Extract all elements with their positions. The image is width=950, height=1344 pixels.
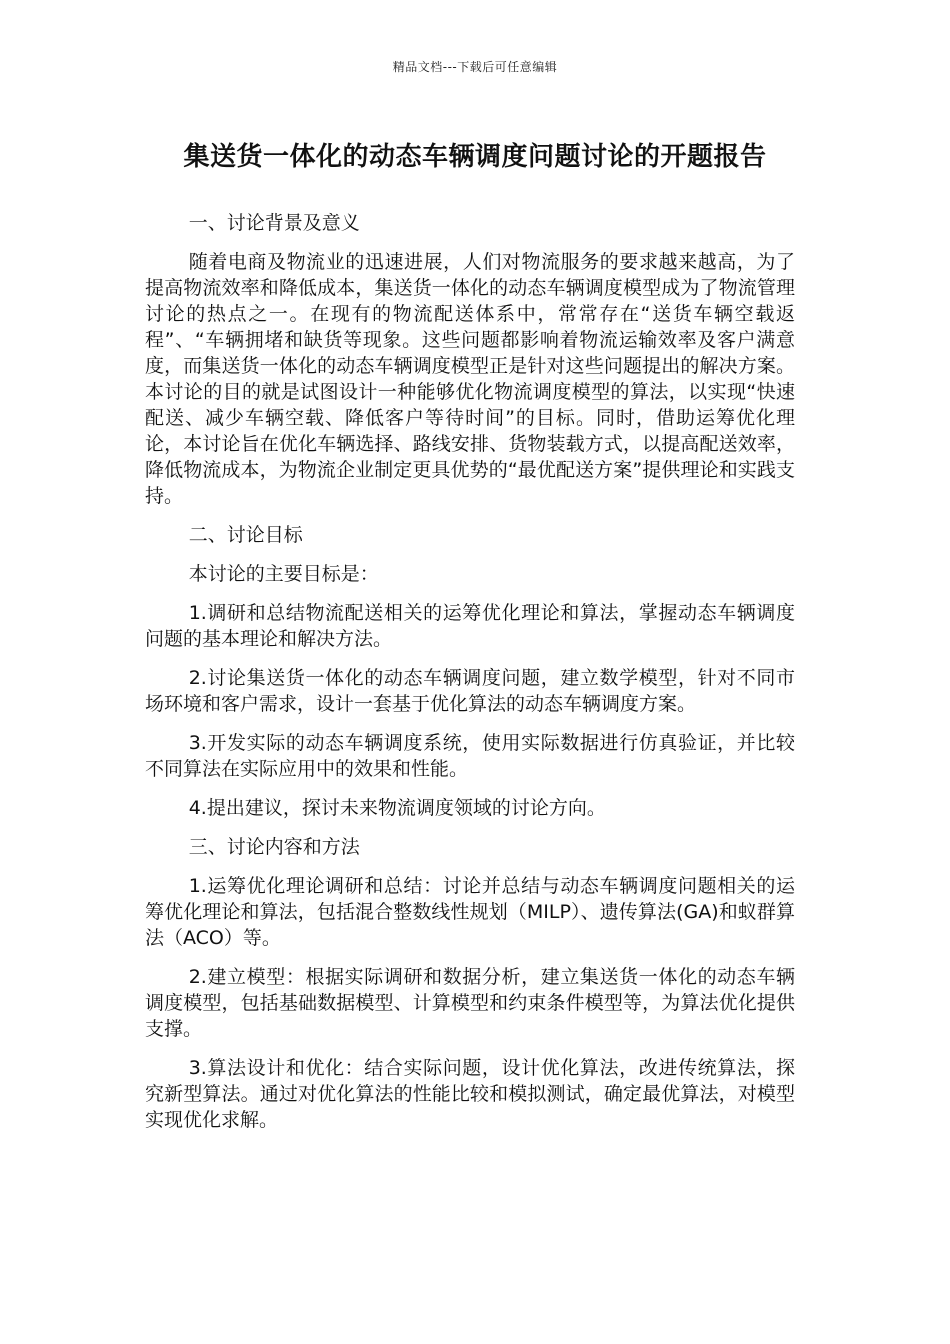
section-heading-background: 一、讨论背景及意义 — [188, 212, 360, 234]
section-heading-methods: 三、讨论内容和方法 — [188, 836, 360, 858]
method-item-2: 2.建立模型：根据实际调研和数据分析，建立集送货一体化的动态车辆调度模型，包括基础数据模型、计算模型和约束条件模型等，为算法优化提供支撑。 — [145, 966, 795, 1040]
goal-item-1: 1.调研和总结物流配送相关的运筹优化理论和算法，掌握动态车辆调度问题的基本理论和解决方法。 — [145, 602, 795, 650]
document-body — [145, 210, 795, 1146]
document-title: 集送货一体化的动态车辆调度问题讨论的开题报告 — [183, 142, 767, 172]
goal-item-4: 4.提出建议，探讨未来物流调度领域的讨论方向。 — [188, 797, 606, 819]
method-item-1: 1.运筹优化理论调研和总结：讨论并总结与动态车辆调度问题相关的运筹优化理论和算法，包括混合整数线性规划（MILP）、遗传算法(GA)和蚁群算法（ACO）等。 — [145, 875, 795, 949]
header-note: 精品文档---下载后可任意编辑 — [392, 60, 558, 74]
paragraph-background: 随着电商及物流业的迅速进展，人们对物流服务的要求越来越高，为了提高物流效率和降低成本，集送货一体化的动态车辆调度模型成为了物流管理讨论的热点之一。在现有的物流配送体系中，常常存在“送货车辆空载返程”、“车辆拥堵和缺货等现象。这些问题都影响着物流运输效率及客户满意度，而集送货一体化的动态车辆调度模型正是针对这些问题提出的解决方案。本讨论的目的就是试图设计一种能够优化物流调度模型的算法，以实现“快速配送、减少车辆空载、降低客户等待时间”的目标。同时，借助运筹优化理论，本讨论旨在优化车辆选择、路线安排、货物装载方式，以提高配送效率，降低物流成本，为物流企业制定更具优势的“最优配送方案”提供理论和实践支持。 — [145, 251, 795, 507]
goal-item-2: 2.讨论集送货一体化的动态车辆调度问题，建立数学模型，针对不同市场环境和客户需求，设计一套基于优化算法的动态车辆调度方案。 — [145, 667, 795, 715]
paragraph-goals-intro: 本讨论的主要目标是： — [188, 563, 379, 585]
section-heading-goals: 二、讨论目标 — [188, 524, 303, 546]
method-item-3: 3.算法设计和优化：结合实际问题，设计优化算法，改进传统算法，探究新型算法。通过对优化算法的性能比较和模拟测试，确定最优算法，对模型实现优化求解。 — [145, 1057, 795, 1131]
goal-item-3: 3.开发实际的动态车辆调度系统，使用实际数据进行仿真验证，并比较不同算法在实际应用中的效果和性能。 — [145, 732, 795, 780]
